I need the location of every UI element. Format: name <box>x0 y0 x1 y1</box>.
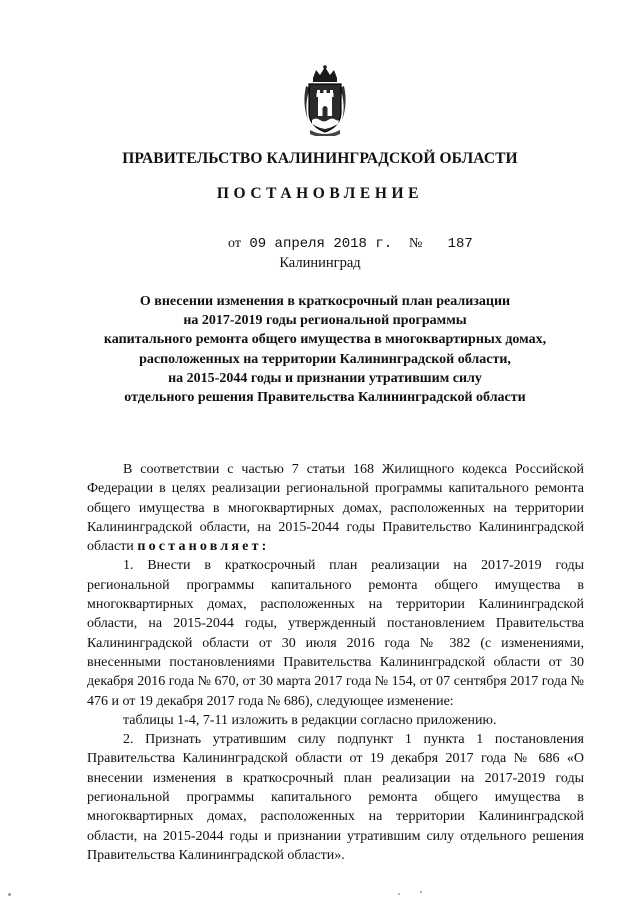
scan-speck <box>420 891 422 893</box>
preamble-text: В соответствии с частью 7 статьи 168 Жилищного кодекса Российской Федерации в целях реализации региональной программы капитального ремонта общего имущества в многоквартирных домах, расположенных на территории Калининградской области, на 2015-2044 годы Правительство Калининградской области <box>87 462 584 555</box>
date-prefix: от <box>228 236 241 251</box>
document-number: 187 <box>447 236 473 252</box>
document-body <box>87 460 584 865</box>
subject-line: на 2015-2044 годы и признании утратившим силу <box>168 370 482 386</box>
item-1-detail: таблицы 1-4, 7-11 изложить в редакции согласно приложению. <box>123 712 497 728</box>
item-1-paragraph: 1. Внести в краткосрочный план реализации на 2017-2019 годы региональной программы капитального ремонта общего имущества в многоквартирных домах, расположенных на территории Калининградской области, на 2015-2044 годы, утвержденный постановлением Правительства Калининградской области от 30 июля 2016 года № 382 (с изменениями, внесенными постановлениями Правительства Калининградской области от 30 декабря 2016 года № 670, от 30 марта 2017 года № 154, от 07 сентября 2017 года № 476 и от 19 декабря 2017 года № 686), следующее изменение: <box>87 558 584 709</box>
coat-of-arms-icon <box>300 64 350 136</box>
document-date: 09 апреля 2018 г. <box>249 236 393 252</box>
item-2-paragraph: 2. Признать утратившим силу подпункт 1 пункта 1 постановления Правительства Калининградской области от 19 декабря 2017 года № 686 «О внесении изменения в краткосрочный план реализации на 2017-2019 годы региональной программы капитального ремонта общего имущества в многоквартирных домах, расположенных на территории Калининградской области, на 2015-2044 годы и признании утратившим силу отдельного решения Правительства Калининградской области». <box>87 732 584 863</box>
government-name: ПРАВИТЕЛЬСТВО КАЛИНИНГРАДСКОЙ ОБЛАСТИ <box>122 150 518 167</box>
city: Калининград <box>279 255 361 271</box>
date-line <box>228 236 473 252</box>
document-type: ПОСТАНОВЛЕНИЕ <box>216 185 424 202</box>
scan-speck <box>398 893 400 895</box>
subject-line: отдельного решения Правительства Калининградской области <box>124 390 526 406</box>
number-sign: № <box>408 236 423 251</box>
subject-line: на 2017-2019 годы региональной программы <box>183 313 467 329</box>
resolves-word: постановляет: <box>137 539 270 555</box>
preamble-paragraph <box>87 460 584 556</box>
subject-line: расположенных на территории Калининградской области, <box>139 351 511 367</box>
subject-line: капитального ремонта общего имущества в многоквартирных домах, <box>103 332 547 348</box>
scan-speck <box>8 893 11 896</box>
document-subject <box>80 292 570 407</box>
subject-line: О внесении изменения в краткосрочный план реализации <box>139 294 511 309</box>
